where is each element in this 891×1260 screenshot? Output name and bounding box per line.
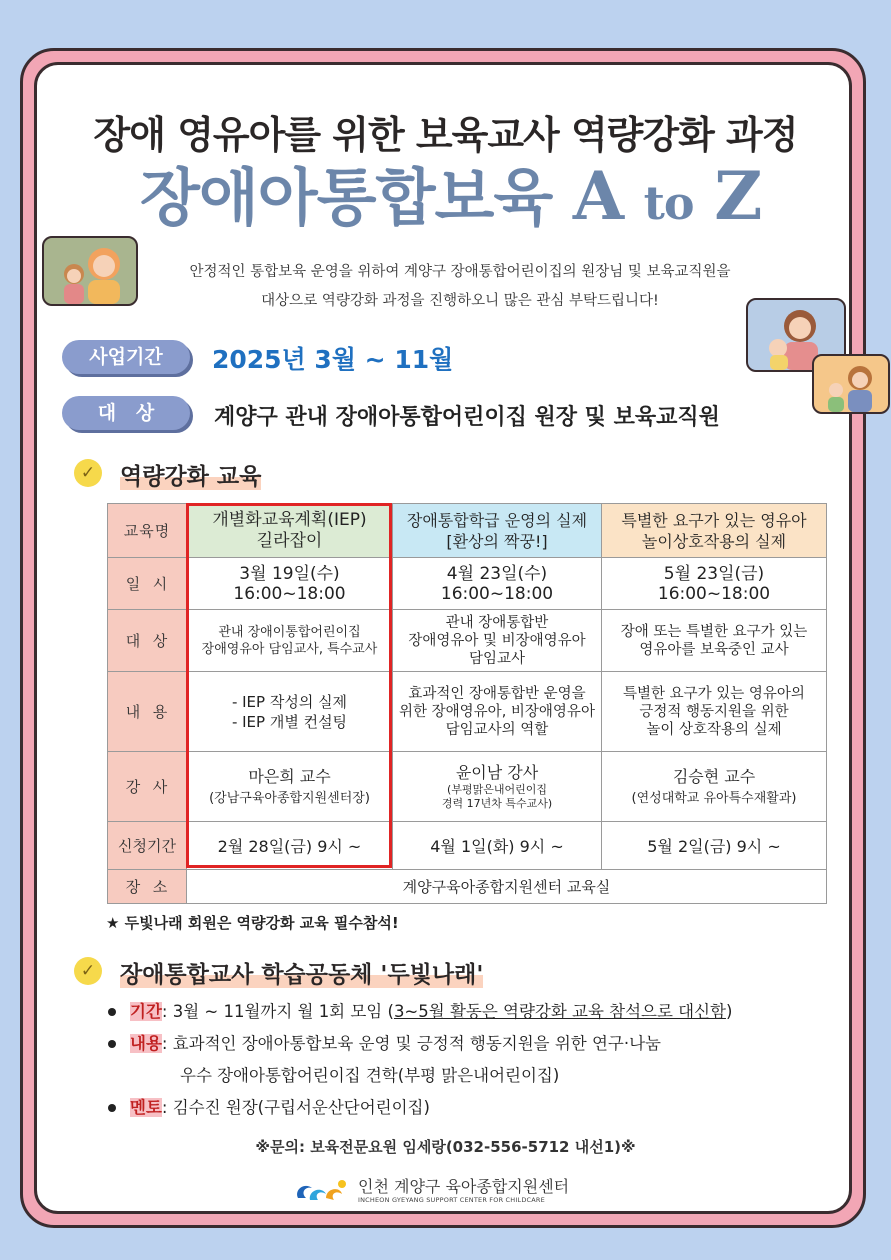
table-row bbox=[108, 672, 827, 752]
contact-info: ※문의: 보육전문요원 임세랑(032-556-5712 내선1)※ bbox=[255, 1138, 636, 1156]
table-row bbox=[108, 504, 827, 558]
table-row bbox=[108, 870, 827, 904]
section1-title: 역량강화 교육 bbox=[120, 464, 262, 490]
table-row bbox=[108, 610, 827, 672]
course1-content: - IEP 작성의 실제 - IEP 개별 컨설팅 bbox=[187, 672, 393, 752]
center-name-kr: 인천 계양구 육아종합지원센터 bbox=[358, 1177, 570, 1196]
course1-date: 3월 19일(수) 16:00~18:00 bbox=[187, 558, 393, 610]
family-illustration-right bbox=[812, 354, 890, 414]
row-header-date: 일 시 bbox=[108, 558, 187, 610]
list-item-continued: 우수 장애아통합어린이집 견학(부평 맑은내어린이집) bbox=[180, 1066, 560, 1085]
title-line2: 장애아통합보육 A to Z bbox=[140, 157, 762, 235]
course3-content: 특별한 요구가 있는 영유아의 긍정적 행동지원을 위한 놀이 상호작용의 실제 bbox=[602, 672, 827, 752]
course3-date: 5월 23일(금) 16:00~18:00 bbox=[602, 558, 827, 610]
list-item: 멘토: 김수진 원장(구립서운산단어린이집) bbox=[108, 1092, 732, 1124]
education-table bbox=[107, 503, 827, 904]
row-header-location: 장 소 bbox=[108, 870, 187, 904]
row-header-name: 교육명 bbox=[108, 504, 187, 558]
intro-text: 안정적인 통합보육 운영을 위하여 계양구 장애통합어린이집의 원장님 및 보육교직원을 대상으로 역량강화 과정을 진행하오니 많은 관심 부탁드립니다! bbox=[189, 264, 731, 309]
title-line1: 장애 영유아를 위한 보육교사 역량강화 과정 bbox=[93, 113, 798, 157]
community-details bbox=[108, 996, 732, 1124]
center-logo bbox=[292, 1176, 569, 1206]
period-label-pill: 사업기간 bbox=[62, 340, 190, 374]
list-item: 기간: 3월 ~ 11월까지 월 1회 모임 (3~5월 활동은 역량강화 교육 참석으로 대신함) bbox=[108, 996, 732, 1028]
course2-date: 4월 23일(수) 16:00~18:00 bbox=[393, 558, 602, 610]
row-header-lecturer: 강 사 bbox=[108, 752, 187, 822]
course3-lecturer: 김승현 교수 (연성대학교 유아특수재활과) bbox=[602, 752, 827, 822]
course1-apply: 2월 28일(금) 9시 ~ bbox=[187, 822, 393, 870]
course1-name: 개별화교육계획(IEP) 길라잡이 bbox=[187, 504, 393, 558]
course2-apply: 4월 1일(화) 9시 ~ bbox=[393, 822, 602, 870]
course2-content: 효과적인 장애통합반 운영을 위한 장애영유아, 비장애영유아 담임교사의 역할 bbox=[393, 672, 602, 752]
teacher-child-illustration-left bbox=[42, 236, 138, 306]
course2-lecturer: 윤이남 강사 (부평맑은내어린이집 경력 17년차 특수교사) bbox=[393, 752, 602, 822]
period-value: 2025년 3월 ~ 11월 bbox=[212, 345, 454, 374]
table-row bbox=[108, 752, 827, 822]
course3-name: 특별한 요구가 있는 영유아 놀이상호작용의 실제 bbox=[602, 504, 827, 558]
center-name-en: INCHEON GYEYANG SUPPORT CENTER FOR CHILDCARE bbox=[358, 1196, 545, 1204]
row-header-content: 내 용 bbox=[108, 672, 187, 752]
target-label-pill: 대 상 bbox=[62, 396, 190, 430]
check-icon: ✓ bbox=[74, 957, 102, 985]
row-header-target: 대 상 bbox=[108, 610, 187, 672]
course3-target: 장애 또는 특별한 요구가 있는 영유아를 보육중인 교사 bbox=[602, 610, 827, 672]
location-cell: 계양구육아종합지원센터 교육실 bbox=[187, 870, 827, 904]
course1-target: 관내 장애이통합어린이집 장애영유아 담임교사, 특수교사 bbox=[187, 610, 393, 672]
course2-name: 장애통합학급 운영의 실제 [환상의 짝꿍!] bbox=[393, 504, 602, 558]
course1-lecturer: 마은희 교수 (강남구육아종합지원센터장) bbox=[187, 752, 393, 822]
table-row bbox=[108, 558, 827, 610]
center-logo-icon bbox=[292, 1176, 350, 1206]
target-value: 계양구 관내 장애아통합어린이집 원장 및 보육교직원 bbox=[214, 405, 720, 430]
list-item: 내용: 효과적인 장애아통합보육 운영 및 긍정적 행동지원을 위한 연구·나눔 bbox=[108, 1028, 732, 1060]
table-row bbox=[108, 822, 827, 870]
course3-apply: 5월 2일(금) 9시 ~ bbox=[602, 822, 827, 870]
row-header-apply: 신청기간 bbox=[108, 822, 187, 870]
member-note: ★ 두빛나래 회원은 역량강화 교육 필수참석! bbox=[106, 914, 399, 932]
course2-target: 관내 장애통합반 장애영유아 및 비장애영유아 담임교사 bbox=[393, 610, 602, 672]
check-icon: ✓ bbox=[74, 459, 102, 487]
section2-title: 장애통합교사 학습공동체 '두빛나래' bbox=[120, 962, 484, 988]
